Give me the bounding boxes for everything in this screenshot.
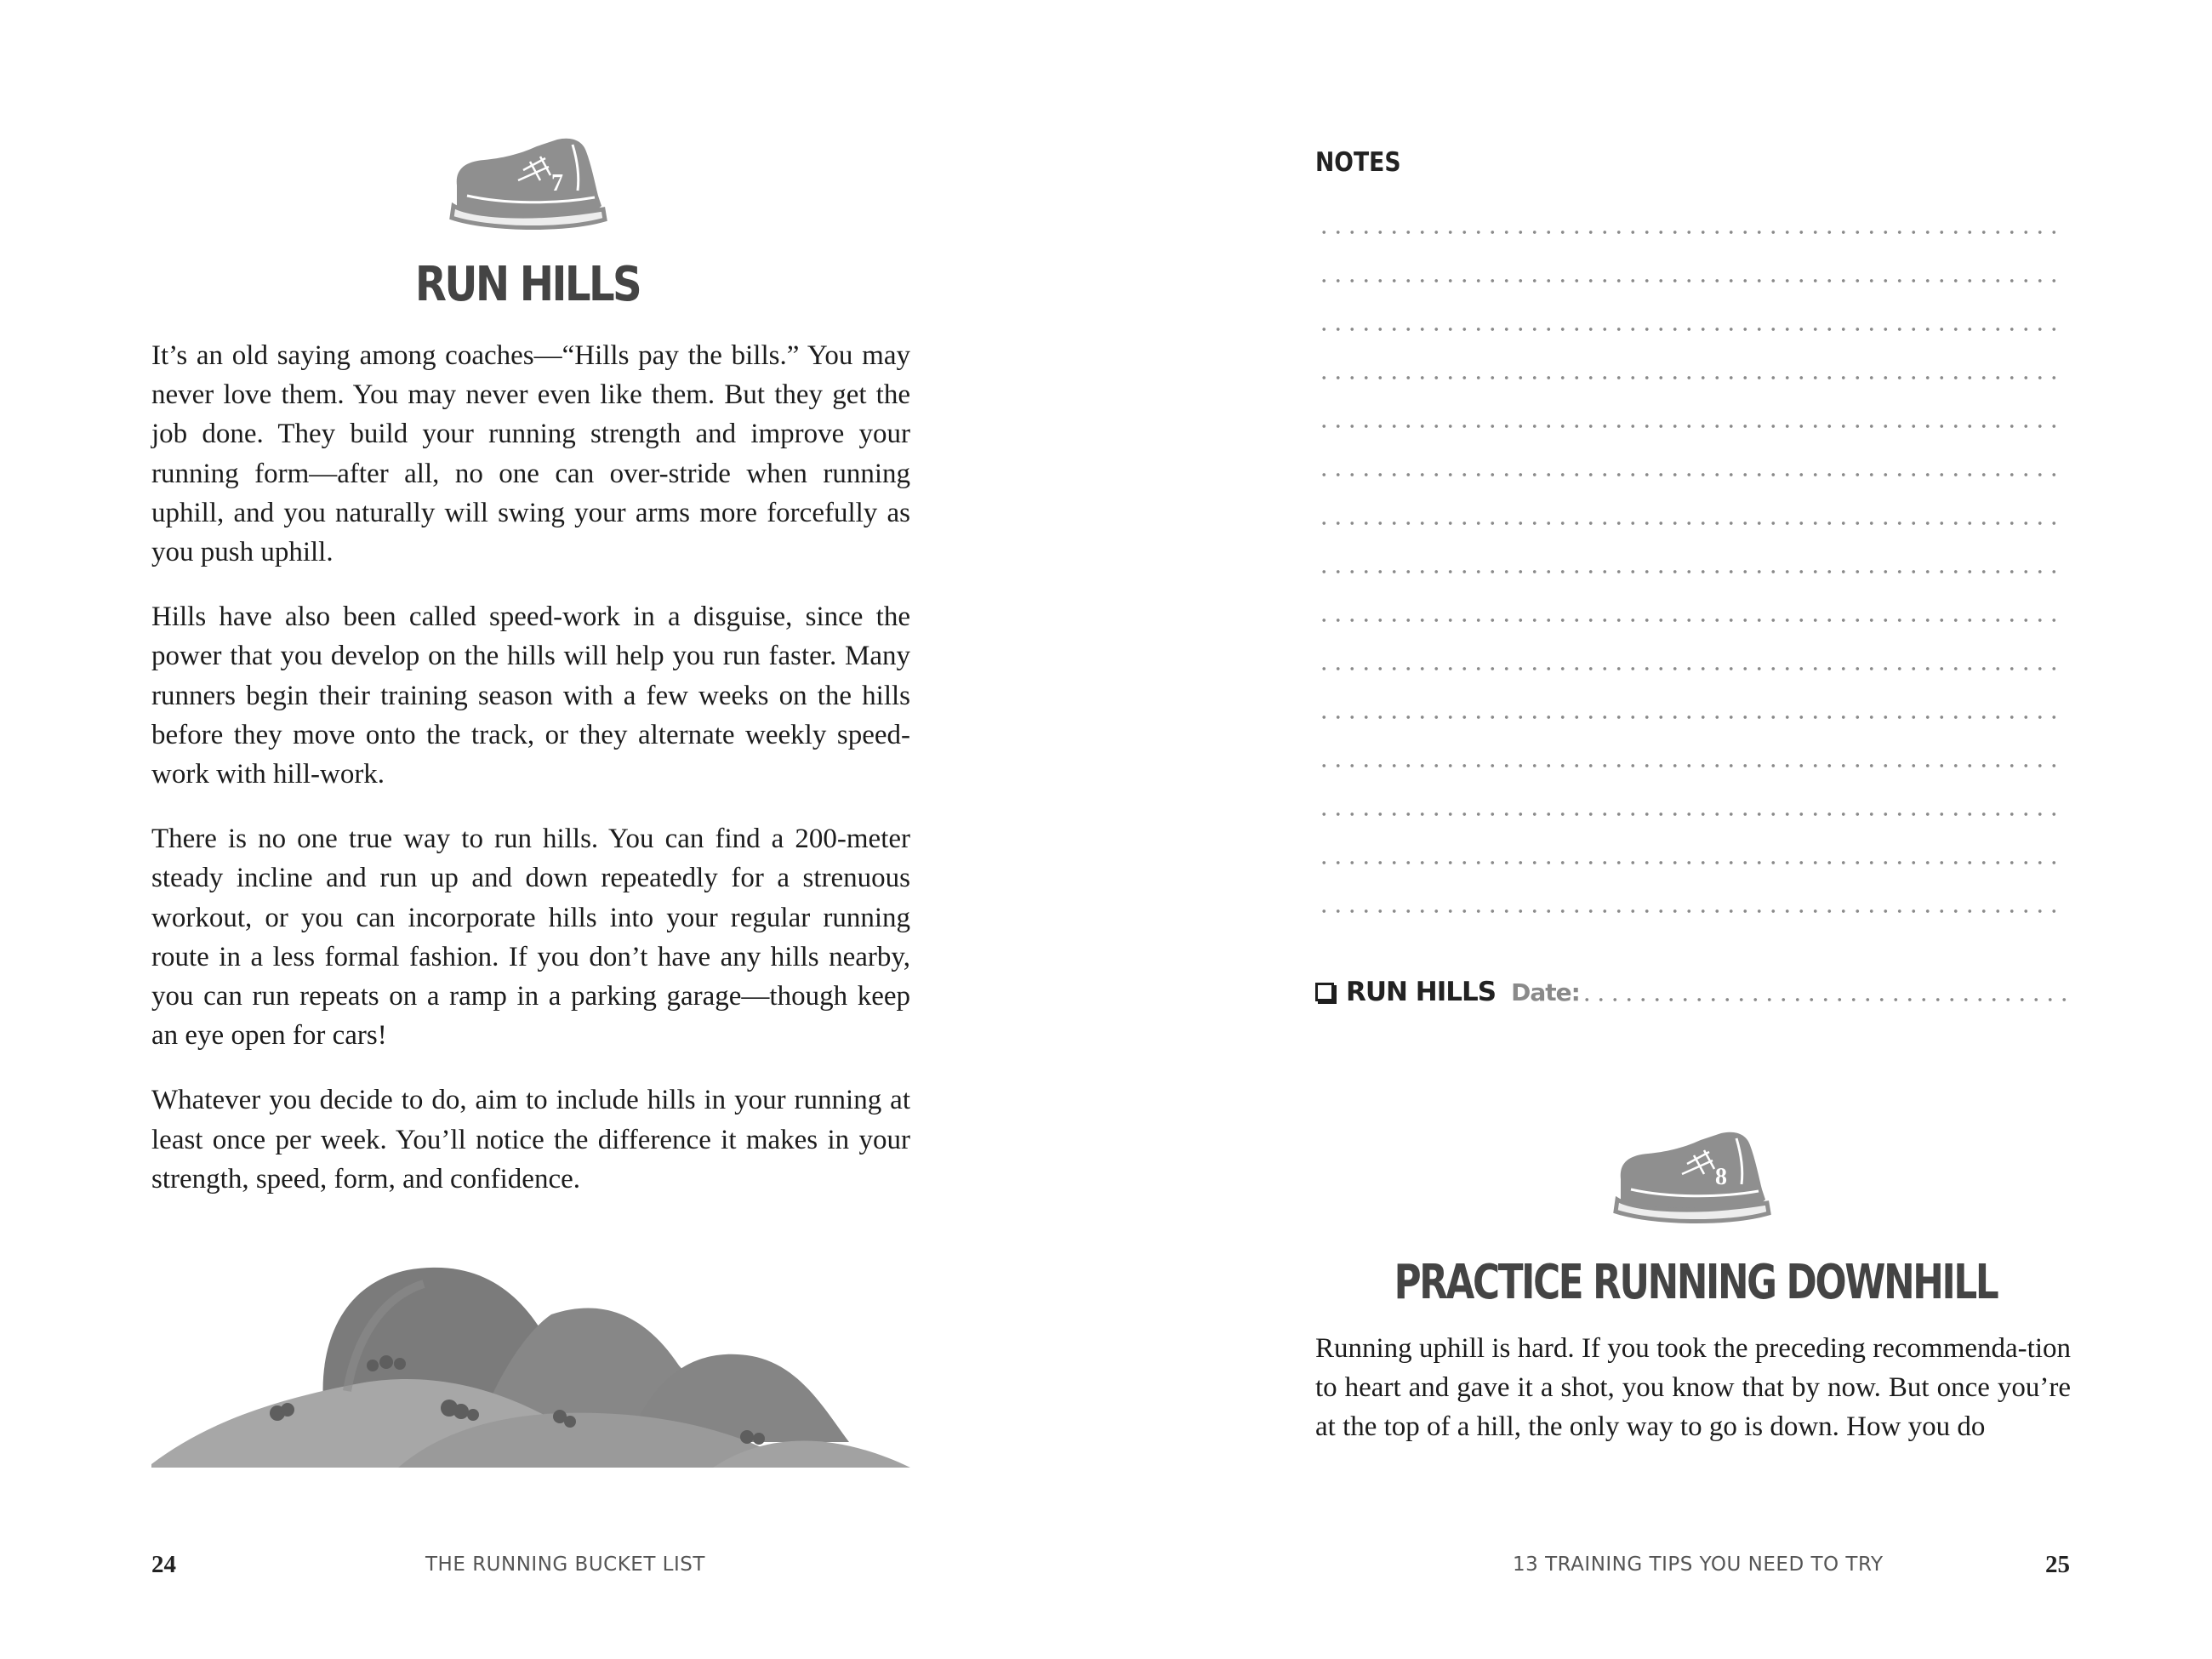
shoe-number: 8 bbox=[1715, 1164, 1727, 1190]
completion-checklist bbox=[1315, 975, 2067, 1009]
note-line[interactable] bbox=[1317, 473, 2066, 476]
note-line[interactable] bbox=[1317, 619, 2066, 622]
running-head: 13 TRAINING TIPS YOU NEED TO TRY bbox=[1513, 1554, 1884, 1576]
checklist-label: RUN HILLS bbox=[1346, 977, 1497, 1007]
page-number: 24 bbox=[151, 1551, 176, 1578]
note-line[interactable] bbox=[1317, 279, 2066, 282]
note-line[interactable] bbox=[1317, 667, 2066, 670]
note-line[interactable] bbox=[1317, 570, 2066, 573]
note-line[interactable] bbox=[1317, 328, 2066, 331]
right-page bbox=[1106, 0, 2212, 1659]
note-line[interactable] bbox=[1317, 425, 2066, 428]
page-number: 25 bbox=[2045, 1551, 2070, 1578]
running-head: THE RUNNING BUCKET LIST bbox=[425, 1554, 705, 1576]
article-body bbox=[151, 336, 910, 1224]
running-shoe-icon bbox=[1609, 1130, 1772, 1225]
note-line[interactable] bbox=[1317, 376, 2066, 379]
paragraph: Running uphill is hard. If you took the preceding recommenda-tion to heart and gave it a shot, you know that by now. But once you’re at the top of a hill, the only way to go is down. How you do bbox=[1315, 1333, 2071, 1443]
hills-illustration bbox=[151, 1263, 910, 1468]
note-line[interactable] bbox=[1317, 909, 2066, 913]
note-line[interactable] bbox=[1317, 861, 2066, 864]
paragraph: Whatever you decide to do, aim to include hills in your running at least once per week. You’ll notice the difference it makes in your strength, speed, form, and confidence. bbox=[151, 1085, 910, 1194]
note-line[interactable] bbox=[1317, 522, 2066, 525]
note-line[interactable] bbox=[1317, 231, 2066, 234]
date-field[interactable] bbox=[1580, 998, 2067, 1001]
date-label: Date: bbox=[1511, 978, 1580, 1006]
note-line[interactable] bbox=[1317, 764, 2066, 767]
article-body bbox=[1315, 1329, 2071, 1447]
notes-label: NOTES bbox=[1315, 147, 1401, 178]
paragraph: There is no one true way to run hills. You can find a 200-meter steady incline and run up and down repeatedly for a strenuous workout, or you can incorporate hills into your regular running route in a less formal fashion. If you don’t have any hills nearby, you can run repeats on a ramp in a parking garage—though keep an eye open for cars! bbox=[151, 824, 910, 1052]
note-line[interactable] bbox=[1317, 715, 2066, 719]
shoe-number: 7 bbox=[551, 170, 563, 197]
running-shoe-icon bbox=[445, 136, 608, 231]
page-title: RUN HILLS bbox=[414, 257, 641, 312]
checkbox-icon[interactable] bbox=[1315, 983, 1334, 1001]
paragraph: Hills have also been called speed-work in a disguise, since the power that you develop on the hills will help you run faster. Many runners begin their training season with a few weeks on the hills before they move onto the track, or they alternate weekly speed-work with hill-work. bbox=[151, 601, 910, 790]
note-line[interactable] bbox=[1317, 812, 2066, 816]
paragraph: It’s an old saying among coaches—“Hills pay the bills.” You may never love them. You may never even like them. But they get the job done. They build your running strength and improve your running form—after all, no one can over-stride when running uphill, and you naturally will swing your arms more forcefully as you push uphill. bbox=[151, 340, 910, 568]
section-title: PRACTICE RUNNING DOWNHILL bbox=[1394, 1255, 1998, 1310]
